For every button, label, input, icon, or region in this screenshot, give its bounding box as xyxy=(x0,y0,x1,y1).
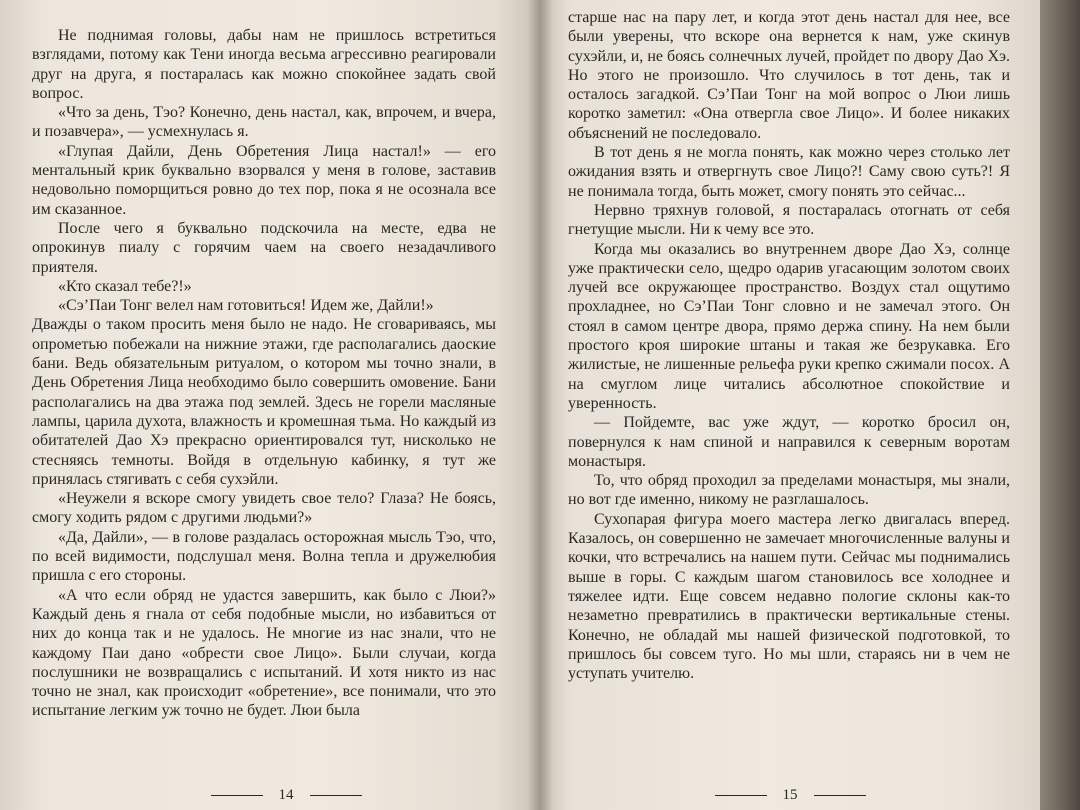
paragraph: — Пойдемте, вас уже ждут, — коротко бросил он, повернулся к нам спиной и направился к северным воротам монастыря. xyxy=(568,414,1010,470)
page-number-rule-right xyxy=(814,795,866,796)
right-page-text xyxy=(568,8,1010,683)
paragraph: После чего я буквально подскочила на месте, едва не опрокинув пиалу с горячим чаем на своего незадачливого приятеля. xyxy=(32,219,496,276)
page-number-value: 14 xyxy=(278,787,294,803)
paragraph: «Сэ’Паи Тонг велел нам готовиться! Идем же, Дайли!» xyxy=(58,297,434,315)
page-number-rule-left xyxy=(715,795,767,796)
paragraph: Когда мы оказались во внутреннем дворе Дао Хэ, солнце уже практически село, щедро одарив угасающим золотом своих лучей все окружающее пространство. Воздух стал ощутимо прохладнее, но Сэ’Паи Тонг словно и не замечал этого. Он стоял в самом центре двора, прямо держа спину. На нем были простого кроя широкие штаны и такая же безрукавка. Его жилистые, не лишенные рельефа руки крепко сжимали посох. А на смуглом лице читались абсолютное спокойствие и уверенность. xyxy=(568,240,1010,412)
book-gutter xyxy=(527,0,553,810)
left-page-text xyxy=(32,26,496,721)
paragraph: «Глупая Дайли, День Обретения Лица настал!» — его ментальный крик буквально взорвался у меня в голове, заставив недовольно поморщиться ровно до тех пор, пока я не осознала все им сказанное. xyxy=(32,142,496,218)
page-number-rule-right xyxy=(310,795,362,796)
paragraph: В тот день я не могла понять, как можно через столько лет ожидания взять и отвергнуть свое Лицо?! Саму свою суть?! Я не понимала тогда, быть может, смогу понять это сейчас... xyxy=(568,144,1010,200)
left-page-number xyxy=(0,787,540,804)
page-number-value: 15 xyxy=(782,787,798,803)
paragraph: Дважды о таком просить меня было не надо. Не сговариваясь, мы опрометью побежали на нижние этажи, где располагались даоские бани. Ведь обязательным ритуалом, о котором мы точно знали, в День Обретения Лица необходимо было совершить омовение. Бани располагались на два этажа под землей. Здесь не горели масляные лампы, царила духота, влажность и кромешная тьма. Но каждый из обитателей Дао Хэ прекрасно ориентировался тут, нисколько не стесняясь темноты. Войдя в отдельную кабинку, я тут же принялась стягивать с себя сухэйли. xyxy=(32,316,496,488)
paragraph: «Кто сказал тебе?!» xyxy=(58,277,192,295)
paragraph: «Да, Дайли», — в голове раздалась осторожная мысль Тэо, что, по всей видимости, подслушал меня. Волна тепла и дружелюбия пришла с его стороны. xyxy=(32,528,496,585)
paragraph: «Неужели я вскоре смогу увидеть свое тело? Глаза? Не боясь, смогу ходить рядом с другими людьми?» xyxy=(32,490,496,527)
paragraph: Не поднимая головы, дабы нам не пришлось встретиться взглядами, потому как Тени иногда весьма агрессивно реагировали друг на друга, я постаралась как можно спокойнее задать свой вопрос. xyxy=(32,27,496,102)
paragraph: Сухопарая фигура моего мастера легко двигалась вперед. Казалось, он совершенно не замечает многочисленные валуны и кочки, что встречались на нашем пути. Сейчас мы поднимались выше в горы. С каждым шагом становилось все холоднее и тяжелее идти. Еще совсем недавно пологие склоны как-то незаметно превратились в практически вертикальные стены. Конечно, не обладай мы нашей физической подготовкой, то пришлось бы совсем туго. Но мы шли, стараясь ни в чем не уступать учителю. xyxy=(568,510,1010,683)
right-page-number xyxy=(540,787,1040,804)
paragraph: «Что за день, Тэо? Конечно, день настал, как, впрочем, и вчера, и позавчера», — усмехнулась я. xyxy=(32,104,496,141)
paragraph: «А что если обряд не удастся завершить, как было с Люи?» Каждый день я гнала от себя подобные мысли, но избавиться от них до конца так и не удалось. Не многие из нас знали, что не каждому Паи дано «обрести свое Лицо». Были случаи, когда послушники не возвращались с испытаний. И хотя никто из нас точно не знал, как происходит «обретение», все понимали, что это испытание легким уж точно не будет. Люи была xyxy=(32,586,496,720)
paragraph: старше нас на пару лет, и когда этот день настал для нее, все были уверены, что вскоре она вернется к нам, уже скинув сухэйли, и, не боясь солнечных лучей, пройдет по двору Дао Хэ. Но этого не произошло. Что случилось в тот день, так и осталось загадкой. Сэ’Паи Тонг на мой вопрос о Люи лишь коротко заметил: «Она отвергла свое Лицо». И более никаких объяснений не последовало. xyxy=(568,9,1010,142)
paragraph: Нервно тряхнув головой, я постаралась отогнать от себя гнетущие мысли. Ни к чему все это. xyxy=(568,201,1010,239)
page-number-rule-left xyxy=(211,795,263,796)
paragraph: То, что обряд проходил за пределами монастыря, мы знали, но вот где именно, никому не разглашалось. xyxy=(568,472,1010,509)
page-edge-background xyxy=(1040,0,1080,810)
right-page xyxy=(540,0,1040,810)
